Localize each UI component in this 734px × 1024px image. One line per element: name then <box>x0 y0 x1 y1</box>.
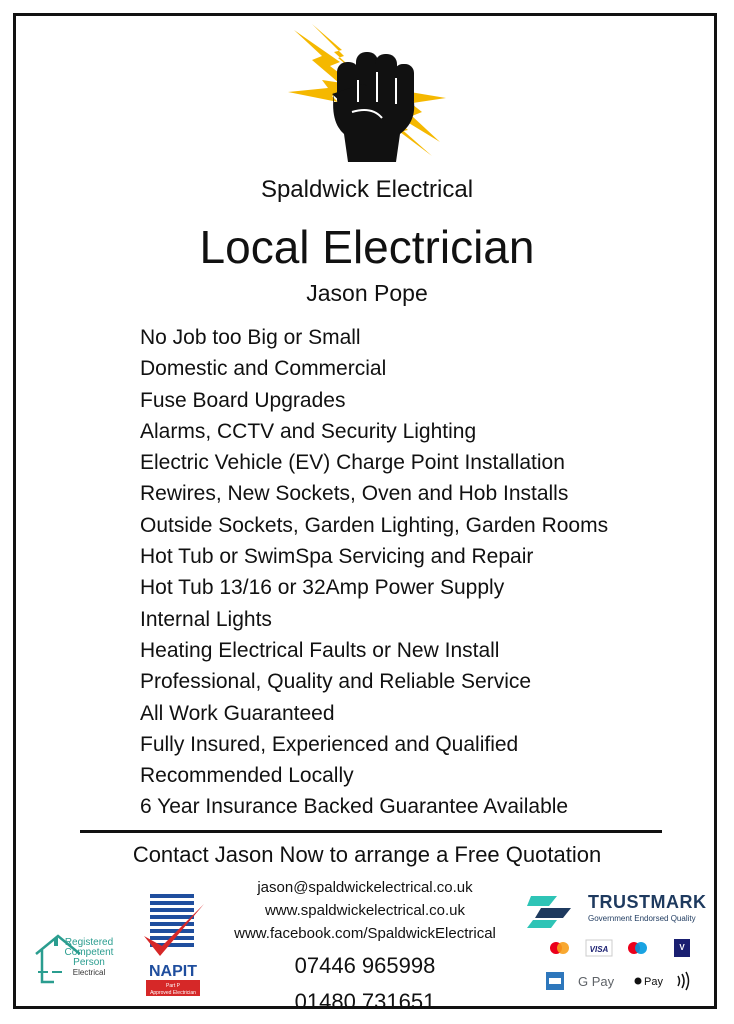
lightning-fist-icon <box>282 22 452 172</box>
services-list <box>140 322 608 823</box>
svg-text:V: V <box>679 943 685 952</box>
trustmark-sub: Government Endorsed Quality <box>588 914 696 923</box>
divider <box>80 830 662 833</box>
contactless-icon <box>678 972 689 990</box>
website-link[interactable]: www.spaldwickelectrical.co.uk <box>264 902 466 919</box>
mastercard-icon <box>550 942 569 954</box>
phone-numbers <box>230 948 500 1020</box>
rcp-line: Person <box>73 957 105 968</box>
vpay-icon <box>674 939 690 957</box>
napit-name: NAPIT <box>149 963 197 980</box>
google-pay-icon <box>578 974 615 989</box>
list-item: Electric Vehicle (EV) Charge Point Installation <box>140 451 565 475</box>
list-item: Rewires, New Sockets, Oven and Hob Installs <box>140 482 569 506</box>
napit-sub: Approved Electrician <box>150 990 196 996</box>
rcp-line: Registered <box>64 937 114 948</box>
list-item: Alarms, CCTV and Security Lighting <box>140 419 477 443</box>
visa-icon <box>586 940 612 956</box>
person-name: Jason Pope <box>306 280 428 306</box>
rcp-line: Competent <box>64 947 114 958</box>
list-item: Recommended Locally <box>140 764 354 788</box>
list-item: Heating Electrical Faults or New Install <box>140 638 500 662</box>
list-item: Fully Insured, Experienced and Qualified <box>140 732 519 756</box>
list-item: Fuse Board Upgrades <box>140 388 346 412</box>
list-item: No Job too Big or Small <box>140 326 361 349</box>
page-title: Local Electrician <box>199 221 535 273</box>
contact-details <box>205 876 525 945</box>
list-item: Hot Tub or SwimSpa Servicing and Repair <box>140 545 534 569</box>
payment-icons <box>538 938 698 998</box>
napit-sub: Part P <box>166 983 180 989</box>
company-name: Spaldwick Electrical <box>260 176 474 203</box>
amex-icon <box>546 972 564 990</box>
rcp-badge-text <box>48 938 130 978</box>
list-item: Domestic and Commercial <box>140 357 387 381</box>
email-link[interactable]: jason@spaldwickelectrical.co.uk <box>257 879 473 896</box>
rcp-line: Electrical <box>72 968 106 977</box>
apple-pay-icon <box>635 976 664 988</box>
trustmark-logo-icon <box>527 890 583 930</box>
mobile-phone[interactable]: 07446 965998 <box>294 953 436 978</box>
list-item: 6 Year Insurance Backed Guarantee Available <box>140 795 569 819</box>
maestro-icon <box>628 942 647 954</box>
svg-text:G Pay: G Pay <box>578 974 615 989</box>
landline-phone[interactable]: 01480 731651 <box>294 989 436 1014</box>
list-item: Internal Lights <box>140 607 272 631</box>
napit-check-icon <box>140 890 206 1000</box>
list-item: Professional, Quality and Reliable Service <box>140 670 532 694</box>
list-item: Outside Sockets, Garden Lighting, Garden Rooms <box>140 513 609 537</box>
svg-text:Pay: Pay <box>644 976 663 988</box>
list-item: All Work Guaranteed <box>140 701 335 725</box>
facebook-link[interactable]: www.facebook.com/SpaldwickElectrical <box>234 925 496 942</box>
svg-text:VISA: VISA <box>589 945 609 954</box>
trustmark-name: TRUSTMARK <box>588 892 707 912</box>
list-item: Hot Tub 13/16 or 32Amp Power Supply <box>140 576 505 600</box>
contact-heading: Contact Jason Now to arrange a Free Quotation <box>132 842 602 867</box>
